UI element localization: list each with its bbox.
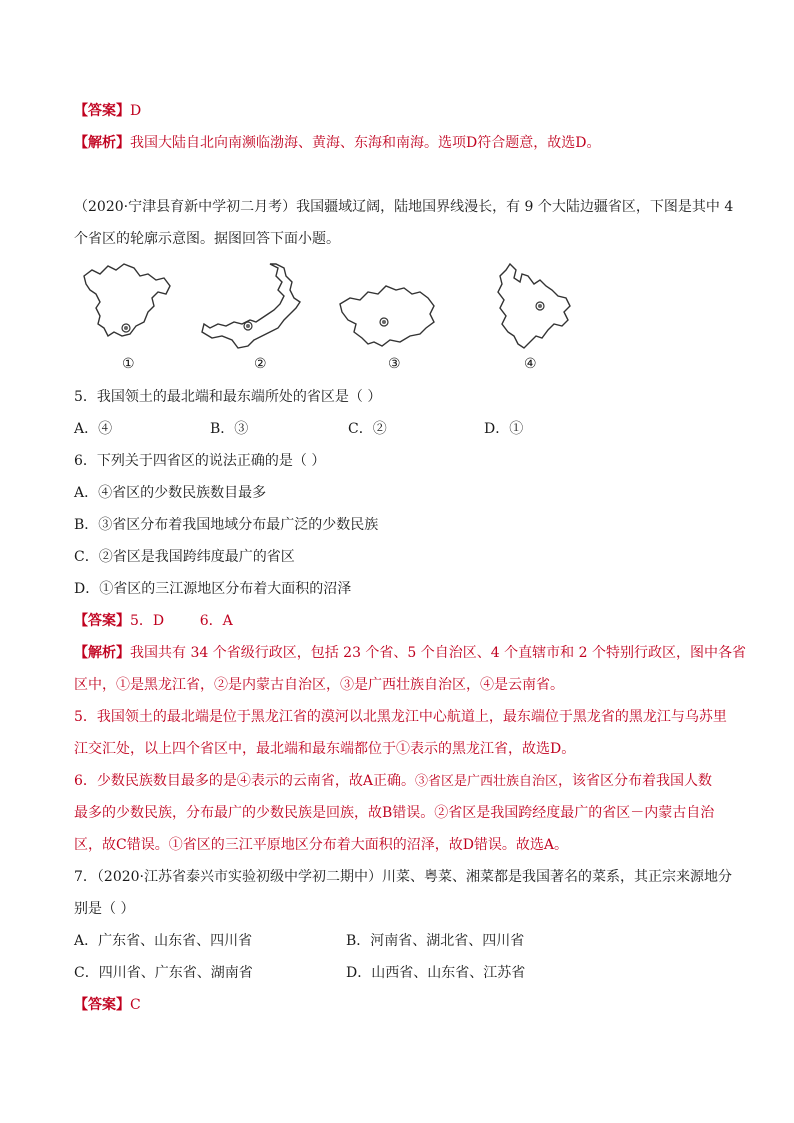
- answer-line-2: [74, 611, 233, 631]
- q5-option-d: D．①: [484, 421, 524, 437]
- q5-stem: 5．我国领土的最北端和最东端所处的省区是（ ）: [74, 389, 382, 405]
- analysis-tag: 【解析】: [74, 645, 130, 661]
- answer-tag: 【答案】: [74, 613, 130, 629]
- intro-line-2: 个省区的轮廓示意图。据图回答下面小题。: [74, 231, 340, 247]
- q7-option-c: C．四川省、广东省、湖南省: [74, 965, 253, 981]
- map-label-2: ②: [254, 356, 267, 372]
- q6-option-c: C．②省区是我国跨纬度最广的省区: [74, 549, 295, 565]
- q7-option-a: A．广东省、山东省、四川省: [74, 933, 253, 949]
- answer-tag: 【答案】: [74, 103, 130, 119]
- map-label-4: ④: [524, 356, 537, 372]
- yunnan-outline-icon: [492, 262, 576, 356]
- q6-stem: 6．下列关于四省区的说法正确的是（ ）: [74, 453, 326, 469]
- q6-option-a: A．④省区的少数民族数目最多: [74, 485, 267, 501]
- analysis-line-1: [74, 133, 600, 153]
- q6-option-b: B．③省区分布着我国地域分布最广泛的少数民族: [74, 517, 379, 533]
- q5-option-b: B．③: [210, 421, 249, 437]
- q7-stem-line-2: 别是（ ）: [74, 901, 135, 917]
- analysis-q5-line-1: 5．我国领土的最北端是位于黑龙江省的漠河以北黑龙江中心航道上，最东端位于黑龙省的黑龙江与乌苏里: [74, 709, 727, 725]
- answer-value: D: [130, 103, 142, 119]
- answer-value: C: [130, 997, 141, 1013]
- answer-line-1: [74, 101, 141, 121]
- analysis-q6-line-3: 区，故C错误。①省区的三江平原地区分布着大面积的沼泽，故D错误。故选A。: [74, 837, 569, 853]
- analysis-tag: 【解析】: [74, 135, 130, 151]
- analysis-q6-part-b: ③省区是广西壮族自治区: [415, 774, 559, 789]
- analysis-line-2a: [74, 643, 746, 663]
- analysis-line-2b: 区中，①是黑龙江省，②是内蒙古自治区，③是广西壮族自治区，④是云南省。: [74, 677, 564, 693]
- province-outline-figure: [74, 262, 594, 377]
- guangxi-outline-icon: [334, 282, 446, 352]
- q6-option-d: D．①省区的三江源地区分布着大面积的沼泽: [74, 581, 352, 597]
- q5-option-c: C．②: [348, 421, 387, 437]
- answer-tag: 【答案】: [74, 997, 130, 1013]
- analysis-text: 我国共有 34 个省级行政区，包括 23 个省、5 个自治区、4 个直辖市和 2 个特别行政区，图中各省: [130, 645, 746, 661]
- q7-option-b: B．河南省、湖北省、四川省: [346, 933, 525, 949]
- analysis-q6-part-c: ，该省区分布着我国人数: [558, 773, 713, 789]
- answer-line-3: [74, 995, 141, 1015]
- answer-value: 5．D 6．A: [130, 613, 233, 629]
- map-label-1: ①: [122, 356, 135, 372]
- q7-option-d: D．山西省、山东省、江苏省: [346, 965, 526, 981]
- inner-mongolia-outline-icon: [198, 262, 310, 356]
- analysis-q5-line-2: 江交汇处，以上四个省区中，最北端和最东端都位于①表示的黑龙江省，故选D。: [74, 741, 576, 757]
- analysis-text: 我国大陆自北向南濒临渤海、黄海、东海和南海。选项D符合题意，故选D。: [130, 135, 601, 151]
- q5-option-a: A．④: [74, 421, 113, 437]
- q7-stem-line-1: 7．（2020·江苏省泰兴市实验初级中学初二期中）川菜、粤菜、湘菜都是我国著名的菜系，其正宗来源地分: [74, 869, 732, 885]
- analysis-q6-line-1: [74, 771, 712, 792]
- heilongjiang-outline-icon: [78, 262, 178, 344]
- analysis-q6-line-2: 最多的少数民族，分布最广的少数民族是回族，故B错误。②省区是我国跨经度最广的省区－内蒙古自治: [74, 805, 715, 821]
- analysis-q6-part-a: 6．少数民族数目最多的是④表示的云南省，故A正确。: [74, 773, 416, 789]
- intro-line-1: （2020·宁津县育新中学初二月考）我国疆域辽阔，陆地国界线漫长，有 9 个大陆边疆省区，下图是其中 4: [74, 199, 734, 215]
- map-label-3: ③: [388, 356, 401, 372]
